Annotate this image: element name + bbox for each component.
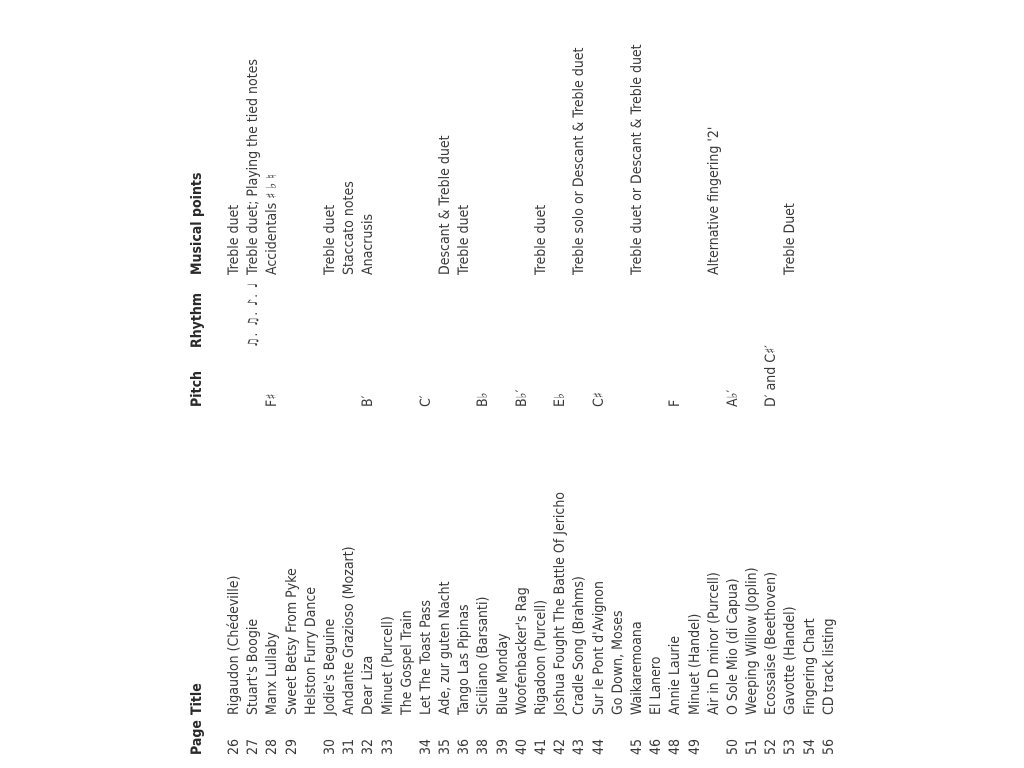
page-number: 46 — [648, 738, 665, 755]
pitch-cell: A♭′ — [724, 389, 741, 407]
pitch-cell: E♭ — [552, 393, 569, 407]
title-cell: Waikaremoana — [628, 621, 645, 715]
title-cell: Tango Las Pipinas — [456, 604, 473, 715]
title-cell: Sur le Pont d'Avignon — [590, 581, 607, 715]
pitch-cell: F♯ — [264, 393, 281, 407]
table-row — [474, 15, 493, 755]
title-cell: Jodie's Beguine — [321, 618, 338, 715]
title-cell: Minuet (Purcell) — [379, 616, 396, 715]
table-row — [379, 15, 398, 755]
page-number: 52 — [763, 738, 780, 755]
page-number: 42 — [552, 738, 569, 755]
table-row — [321, 15, 340, 755]
header-pitch: Pitch — [189, 371, 205, 407]
title-cell: Stuart's Boogie — [245, 618, 262, 715]
musical-points-cell: Staccato notes — [341, 181, 358, 275]
page-number: 31 — [341, 738, 358, 755]
table-row — [398, 15, 417, 755]
page-number: 26 — [226, 738, 242, 755]
table-row — [436, 15, 455, 755]
table-row — [551, 15, 570, 755]
title-cell: Ade, zur guten Nacht — [437, 581, 454, 715]
title-cell: Air in D minor (Purcell) — [705, 572, 722, 715]
title-cell: Rigadoon (Purcell) — [533, 599, 549, 715]
page-number: 40 — [513, 738, 530, 755]
header-title: Title — [189, 683, 205, 715]
table-row — [359, 15, 378, 755]
rhythm-cell: ♫. ♫. ♪. ♩ — [246, 281, 262, 348]
title-cell: Andante Grazioso (Mozart) — [341, 546, 358, 715]
title-cell: The Gospel Train — [398, 610, 415, 715]
page-number: 51 — [744, 738, 761, 755]
table-row — [609, 15, 628, 755]
title-cell: Cradle Song (Brahms) — [571, 576, 588, 715]
title-cell: Minuet (Handel) — [686, 613, 703, 715]
page-number: 39 — [494, 738, 511, 755]
title-cell: Annie Laurie — [667, 636, 684, 715]
musical-points-cell: Treble solo or Descant & Treble duet — [571, 47, 588, 275]
page-number: 48 — [667, 738, 684, 755]
title-cell: Go Down, Moses — [609, 610, 626, 715]
page-number: 44 — [590, 738, 607, 755]
title-cell: Dear Liza — [360, 655, 377, 715]
page-number: 43 — [571, 738, 588, 755]
table-header — [170, 15, 225, 755]
page-number: 38 — [475, 738, 492, 755]
musical-points-cell: Alternative fingering '2' — [705, 126, 722, 275]
table-row — [417, 15, 436, 755]
musical-points-cell: Treble duet or Descant & Treble duet — [628, 44, 645, 275]
page-number: 34 — [417, 738, 434, 755]
table-row — [455, 15, 474, 755]
pitch-cell: D′ and C♯′ — [763, 344, 780, 407]
pitch-cell: F — [667, 399, 684, 407]
title-cell: Woofenbacker's Rag — [513, 587, 530, 715]
page-number: 35 — [437, 738, 454, 755]
pitch-cell: B′ — [360, 395, 377, 407]
page-number: 28 — [264, 738, 281, 755]
table-row — [532, 15, 551, 755]
header-musical-points: Musical points — [189, 172, 205, 275]
page-number: 49 — [686, 738, 703, 755]
page-number: 54 — [801, 738, 818, 755]
table-row — [340, 15, 359, 755]
title-cell: CD track listing — [820, 618, 837, 715]
page-number: 53 — [782, 738, 799, 755]
pitch-cell: C′ — [417, 395, 434, 407]
contents-table — [170, 15, 1024, 755]
musical-points-cell: Accidentals ♯ ♭ ♮ — [264, 174, 281, 275]
page-number: 50 — [724, 738, 741, 755]
title-cell: Siciliano (Barsanti) — [475, 596, 492, 715]
title-cell: Helston Furry Dance — [302, 586, 319, 715]
table-row — [686, 15, 705, 755]
table-row — [225, 15, 244, 755]
table-row — [781, 15, 800, 755]
musical-points-cell: Treble duet — [226, 204, 242, 275]
table-row — [302, 15, 321, 755]
pitch-cell: C♯ — [590, 392, 607, 407]
table-row — [628, 15, 647, 755]
pitch-cell: B♭′ — [513, 389, 530, 407]
title-cell: Rigaudon (Chédeville) — [226, 575, 242, 715]
musical-points-cell: Anacrusis — [360, 213, 377, 275]
table-row — [244, 15, 263, 755]
header-rhythm: Rhythm — [189, 293, 205, 348]
musical-points-cell: Treble duet — [456, 204, 473, 275]
page-number: 27 — [245, 738, 262, 755]
table-row — [820, 15, 839, 755]
musical-points-cell: Treble duet — [533, 204, 549, 275]
table-row — [705, 15, 724, 755]
page-number: 33 — [379, 738, 396, 755]
table-row — [666, 15, 685, 755]
musical-points-cell: Treble duet — [321, 204, 338, 275]
title-cell: Joshua Fought The Battle Of Jericho — [552, 491, 569, 715]
page-number: 36 — [456, 738, 473, 755]
page-number: 45 — [628, 738, 645, 755]
table-row — [743, 15, 762, 755]
page-number: 56 — [820, 738, 837, 755]
title-cell: Sweet Betsy From Pyke — [283, 568, 300, 715]
table-row — [494, 15, 513, 755]
header-page: Page — [189, 720, 205, 755]
table-row — [724, 15, 743, 755]
table-row — [513, 15, 532, 755]
page-number: 41 — [533, 738, 549, 755]
table-body — [225, 15, 839, 755]
title-cell: Fingering Chart — [801, 618, 818, 715]
title-cell: El Lanero — [648, 656, 665, 715]
title-cell: Weeping Willow (Joplin) — [744, 567, 761, 715]
title-cell: Let The Toast Pass — [417, 600, 434, 715]
page-number: 30 — [321, 738, 338, 755]
table-row — [263, 15, 282, 755]
title-cell: Gavotte (Handel) — [782, 606, 799, 715]
pitch-cell: B♭ — [475, 392, 492, 407]
table-row — [801, 15, 820, 755]
title-cell: Ecossaise (Beethoven) — [763, 571, 780, 715]
table-row — [283, 15, 302, 755]
table-row — [647, 15, 666, 755]
title-cell: O Sole Mio (di Capua) — [724, 578, 741, 715]
title-cell: Manx Lullaby — [264, 632, 281, 715]
page-number: 32 — [360, 738, 377, 755]
table-row — [762, 15, 781, 755]
musical-points-cell: Treble Duet — [782, 203, 799, 275]
title-cell: Blue Monday — [494, 633, 511, 715]
musical-points-cell: Treble duet; Playing the tied notes — [245, 59, 262, 275]
page-number: 29 — [283, 738, 300, 755]
table-row — [590, 15, 609, 755]
musical-points-cell: Descant & Treble duet — [437, 135, 454, 275]
table-row — [570, 15, 589, 755]
